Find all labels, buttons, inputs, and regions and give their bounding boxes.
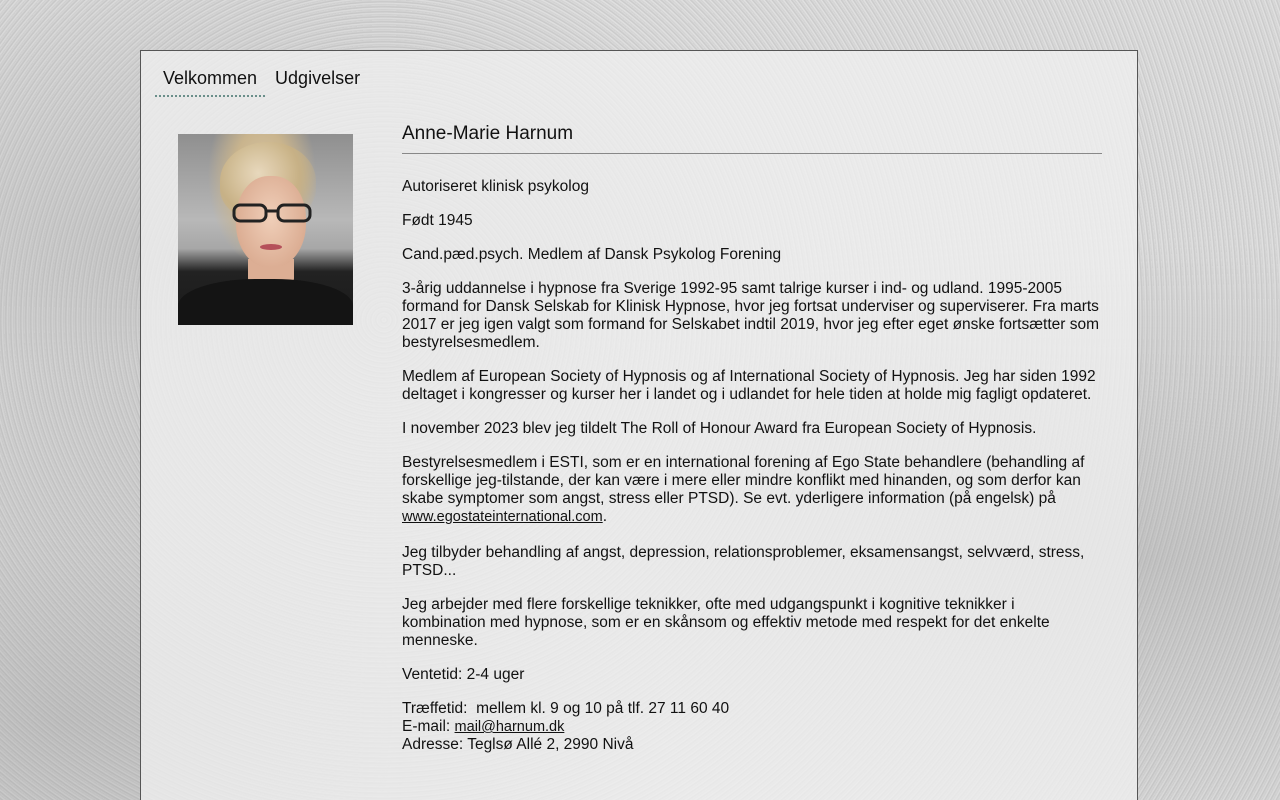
esti-period: . (602, 508, 608, 525)
photo-shirt (178, 279, 353, 325)
email-label: E-mail: (402, 718, 455, 735)
nav-item-velkommen[interactable]: Velkommen (155, 65, 265, 97)
paragraph-born: Født 1945 (402, 212, 473, 229)
egostate-link[interactable]: www.egostateinternational.com (402, 509, 603, 525)
main-content (402, 123, 1102, 754)
paragraph-award: I november 2023 blev jeg tildelt The Roll of Honour Award fra European Society of Hypnosis. (402, 420, 1037, 437)
paragraph-methods: Jeg arbejder med flere forskellige teknikker, ofte med udgangspunkt i kognitive teknikker i kombination med hypnose, som er en skånsom og effektiv metode med respekt for det enkelte menneske. (402, 596, 1050, 649)
profile-photo (178, 134, 353, 325)
contact-email (402, 718, 1102, 736)
photo-lips (260, 244, 282, 250)
paragraph-hypnosis-training: 3-årig uddannelse i hypnose fra Sverige 1992-95 samt talrige kurser i ind- og udland. 1995-2005 formand for Dansk Selskab for Klinisk Hypnose, hvor jeg fortsat underviser og superviserer. Fra marts 2017 er jeg igen valgt som formand for Selskabet indtil 2019, hvor jeg efter eget ønske fortsætter som bestyrelsesmedlem. (402, 280, 1100, 351)
nav-item-udgivelser[interactable]: Udgivelser (275, 68, 361, 88)
page-container (140, 50, 1138, 800)
paragraph-waiting-time: Ventetid: 2-4 uger (402, 666, 525, 683)
paragraph-education: Cand.pæd.psych. Medlem af Dansk Psykolog Forening (402, 246, 782, 263)
contact-address: Adresse: Teglsø Allé 2, 2990 Nivå (402, 736, 634, 753)
esti-text: Bestyrelsesmedlem i ESTI, som er en international forening af Ego State behandlere (behandling af forskellige jeg-tilstande, der kan være i mere eller mindre konflikt med hinanden, og som derfor kan skabe symptomer som angst, stress eller PTSD). Se evt. yderligere information (på engelsk) på (402, 454, 1085, 507)
page-title: Anne-Marie Harnum (402, 123, 1102, 154)
paragraph-memberships: Medlem af European Society of Hypnosis og af International Society of Hypnosis. Jeg har siden 1992 deltaget i kongresser og kurser her i landet og i udlandet for hele tiden at holde mig fagligt opdateret. (402, 368, 1096, 403)
paragraph-title-line: Autoriseret klinisk psykolog (402, 178, 589, 195)
paragraph-treatments: Jeg tilbyder behandling af angst, depression, relationsproblemer, eksamensangst, selvværd, stress, PTSD... (402, 544, 1085, 579)
paragraph-esti (402, 454, 1102, 526)
contact-phone: Træffetid: mellem kl. 9 og 10 på tlf. 27 11 60 40 (402, 700, 730, 717)
email-link[interactable]: mail@harnum.dk (454, 719, 565, 735)
photo-glasses (231, 202, 313, 224)
main-nav (155, 65, 368, 97)
